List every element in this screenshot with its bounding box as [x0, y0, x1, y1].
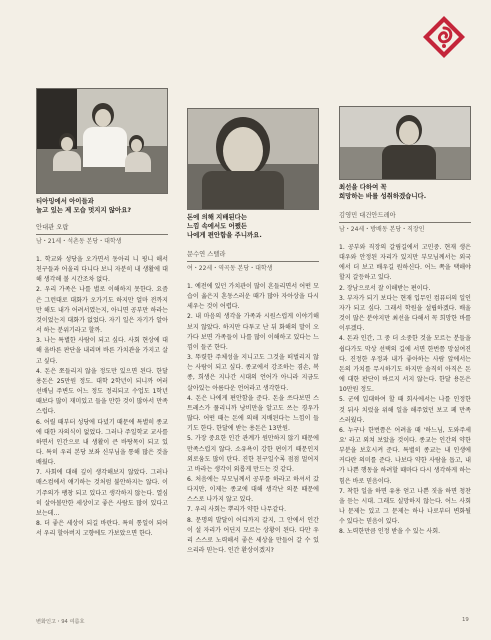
answers-1: [36, 255, 168, 539]
answer-paragraph: 4. 돈은 쪼들리지 않을 정도만 있으면 된다. 한달 용돈은 25만원 정도. 대학 2학년이 되니까 여러 선배님 주변도 어느 정도 정리되고 수업도 1학년 때보다 많이 재미있고 들을 만한 것이 많아서 만족스럽다.: [36, 367, 168, 416]
answer-paragraph: 6. 누구나 한번쯤은 어려울 때 '하느님, 도와주세요' 라고 외쳐 보았을 것이다. 종교는 인간의 약한 부분을 보호시켜 준다. 특별히 종교는 내 인생에 커다란 의미를 준다. 나보다 약한 사람을 돕고, 내가 나쁜 행동을 하려할 때마다 다시 생각하게 하는 힘은 바로 믿음이다.: [339, 426, 471, 485]
magazine-footer: 변화인고・94 여름호: [36, 619, 85, 625]
answer-paragraph: 1. 예전에 있던 가치관이 많이 흔들리면서 어떤 모습이 옳은지 혼동스러운 때가 많아 자아상을 다시 세우는 것이 어렵다.: [187, 283, 319, 311]
answer-paragraph: 4. 돈과 인간, 그 중 더 소중한 것을 모르는 분들을 쉽다가도 막상 선택의 길에 서면 한번쯤 망설여진다. 진정한 우정과 내가 좋아하는 사람 앞에서는 돈의 가치를 무시하기도 하지만 솔직히 아직은 돈에 대한 판단이 바르지 서지 않는다. 한달 용돈은 10만원 정도.: [339, 335, 471, 394]
answer-paragraph: 3. 부자가 되기 보다는 현재 입무인 컴퓨터의 일인자가 되고 싶다. 그래서 학원을 설립하겠다. 배울 것이 많은 분야지만 최선을 다해서 꼭 희망한 바를 이루겠다.: [339, 294, 471, 333]
answer-paragraph: 1. 공부와 직장의 갈림길에서 고민중. 현재 생은 대우와 안정된 자리가 있지만 부모님께서는 외국에서 더 보고 배우길 원하신다. 어느 쪽을 택해야 할지 갈등하고 있다.: [339, 244, 471, 282]
photo-caption-1: 티아밍에서 아이들과 놀고 있는 제 모습 멋지지 않아요?: [36, 197, 132, 214]
answer-paragraph: 7. 사회에 대해 깊이 생각해보지 않았다. 그러나 매스컴에서 얘기하는 것처럼 불안하지는 않다. 이기주의가 팽창 되고 있다고 생각하지 않는다. 열심히 살아볼만한 세상이고 좋은 사람도 많이 있다고 보는데...: [36, 469, 168, 517]
answer-paragraph: 8. 문명의 발달이 어디까지 갈지, 그 안에서 인간이 설 자리가 어딘지 모르는 상황이 된다. 다만 우리 스스로 노력해서 좋은 세상을 만들어 갈 수 있으리라 믿는다. 인간 환상이겠지?: [187, 516, 319, 555]
profile-name-3: 김영민 대건안드레아: [339, 211, 471, 223]
profile-column-2: [187, 88, 319, 556]
profile-photo-2: [187, 108, 319, 210]
photo-caption-2: 돈에 의해 지배된다는 느낌 속에서도 어쨌든 나에게 편안함을 주니까요.: [187, 213, 262, 239]
answers-2: [187, 282, 319, 556]
answer-paragraph: 5. 가장 중요한 인간 관계가 원만하지 않기 때문에 만족스럽지 않다. 소유욕이 강한 편이기 때문인지 외로움도 많이 탄다. 진한 친구일수록 점점 멀어지고 바라는 생각이 외롭게 만드는 것 같다.: [187, 435, 319, 473]
answer-paragraph: 5. 군에 입대하여 할 때 회사에서는 나를 인정한 것 뒤사 치렀을 위해 일을 해주었던 보고 페 만족스러웠다.: [339, 396, 471, 424]
profile-column-3: [339, 88, 471, 538]
profile-photo-1: [36, 88, 168, 194]
profile-info-3: 남・24세・방배동 본당・직장인: [339, 226, 425, 233]
answer-paragraph: 4. 돈은 나에게 편안함을 준다. 돈을 쓰다보면 스트레스가 풀리니까 낭비만을 알고도 쓰는 경우가 많다. 어떤 때는 돈에 의해 지배된다는 느낌이 들기도 한다. 한달에 받는 용돈은 13만원.: [187, 394, 319, 433]
answer-paragraph: 8. 더 좋은 세상이 되길 바란다. 특히 통일이 되어서 우리 할아버지 고향에도 가보았으면 한다.: [36, 520, 168, 538]
answer-paragraph: 2. 우리 가족은 나를 별로 이해하지 못한다. 요즘은 그런대로 대화가 오가기도 하지만 얼마 전까지만 해도 내가 어려서였는지, 아니면 공부만 하라는 것이었는지 대화가 없었다. 자기 일은 자기가 알아서 하는 분위기라고 할까.: [36, 286, 168, 335]
answer-paragraph: 3. 나는 특별한 사람이 되고 싶다. 사회 현상에 대해 올바른 판단을 내리며 바른 가치관을 가지고 살고 싶다.: [36, 337, 168, 365]
answer-paragraph: 3. 뚜렷한 주체성을 지니고도 그것을 떠벌리지 않는 사람이 되고 싶다. 종교에서 강조하는 겸손, 복종, 희생은 지나간 시대의 언어가 아니라 지금도 살아있는 아름다운 언어라고 생각한다.: [187, 354, 319, 392]
page-number: 19: [462, 617, 469, 623]
profile-info-1: 남・21세・석촌동 본당・대학생: [36, 238, 122, 245]
answer-paragraph: 2. 내 마음의 생각을 가족과 시원스럽게 이야기해 보지 않았다. 하지만 다투고 난 뒤 화해의 말이 오가다 보면 가족들이 나를 많이 이해하고 있다는 느낌이 들곤 한다.: [187, 313, 319, 351]
answer-paragraph: 8. 노력한만큼 인정 받을 수 있는 사회.: [339, 528, 441, 536]
answer-paragraph: 2. 장남으로서 잘 이해받는 편이다.: [339, 284, 431, 292]
answer-paragraph: 1. 학교와 성당을 오가면서 동아리 니 핑니 해서 친구들과 어울리 다니다 보니 자분히 내 생활에 대해 생각해 볼 시간조차 없다.: [36, 256, 168, 284]
answer-paragraph: 7. 우리 사회는 뿌리가 약한 나무같다.: [187, 506, 287, 514]
answer-paragraph: 6. 어릴 때부터 성당에 다녔기 때문에 특별히 종교에 대한 자의식이 없었다. 그러나 주일학교 교사를 하면서 인간으로 내 생활이 큰 바탕목이 되고 있다. 특히 우리 본당 보좌 신부님을 통해 많은 것을 배웠다.: [36, 418, 168, 467]
answers-3: [339, 243, 471, 538]
ornamental-spiral-icon: [421, 14, 467, 60]
profile-column-1: [36, 88, 168, 539]
photo-caption-3: 최선을 다하여 꼭 희망하는 바를 성취하겠습니다.: [339, 183, 427, 200]
answer-paragraph: 6. 처음에는 부모님께서 공부를 하라고 하셔서 갔다지만, 이제는 종교에 대해 생각난 의문 때문에 스스로 나가지 않고 있다.: [187, 475, 319, 504]
profile-name-1: 안대관 오랍: [36, 223, 168, 235]
answer-paragraph: 7. 착한 일을 하면 유용 얻고 나쁜 짓을 하면 청찬을 듣는 시대. 그래도 실망하지 않는다. 어느 사회나 문제는 있고 그 문제는 하나 나로부터 변화될 수 있다는 믿음이 있다.: [339, 487, 471, 526]
profile-info-2: 여・22세・역곡동 본당・대학생: [187, 265, 273, 272]
profile-photo-3: [339, 106, 471, 180]
profile-name-2: 문수연 스텔라: [187, 250, 319, 262]
